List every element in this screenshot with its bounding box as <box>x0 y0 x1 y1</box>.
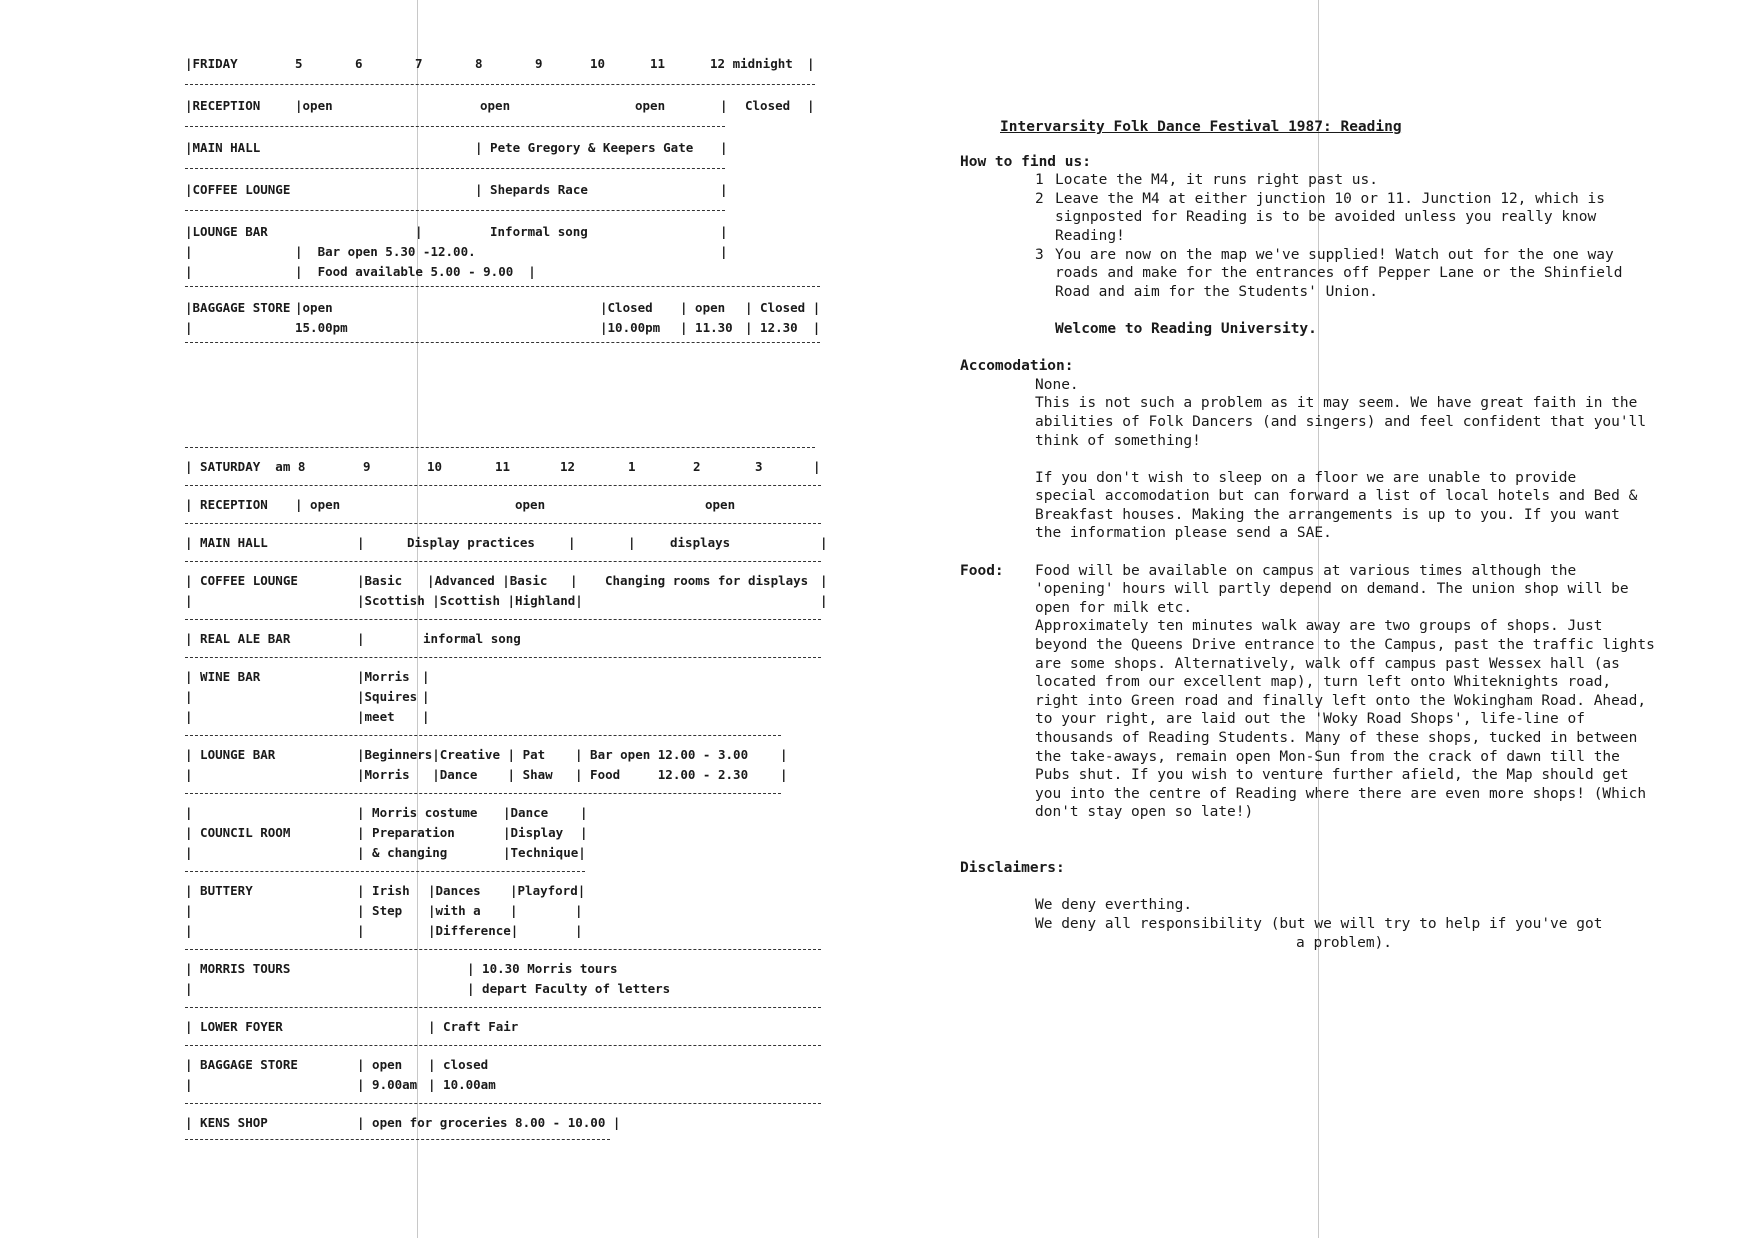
divider <box>185 447 815 449</box>
cell: | <box>720 98 728 113</box>
divider <box>185 286 820 288</box>
cell: | Bar open 5.30 -12.00. <box>295 244 476 259</box>
row-label: | <box>185 320 193 335</box>
row-label: | COUNCIL ROOM <box>185 825 291 840</box>
row-label: | KENS SHOP <box>185 1115 268 1130</box>
cell: | & changing <box>357 845 448 860</box>
hour-2: 2 <box>693 459 701 474</box>
row-label: |BAGGAGE STORE <box>185 300 291 315</box>
cell: | open for groceries 8.00 - 10.00 | <box>357 1115 621 1130</box>
item-number: 3 <box>1035 246 1044 263</box>
cell: | Closed | <box>745 300 821 315</box>
divider <box>185 342 820 344</box>
hour-10: 10 <box>590 56 606 71</box>
saturday-council-room-row-3 <box>185 843 825 863</box>
saturday-kens-shop-row <box>185 1113 825 1133</box>
cell: |meet <box>357 709 395 724</box>
divider <box>185 793 781 795</box>
cell: | Bar open 12.00 - 3.00 <box>575 747 749 762</box>
row-label: | LOUNGE BAR <box>185 747 276 762</box>
row-label: | <box>185 689 193 704</box>
saturday-lower-foyer-row <box>185 1017 825 1037</box>
cell: | <box>720 140 728 155</box>
cell: |Advanced |Basic <box>427 573 548 588</box>
food-heading: Food: <box>960 562 1004 579</box>
hour-11: 11 <box>650 56 666 71</box>
cell: | <box>780 767 788 782</box>
cell: | <box>820 573 828 588</box>
cell: open <box>480 98 511 113</box>
saturday-wine-bar-row-2 <box>185 687 825 707</box>
accomodation-para-1: This is not such a problem as it may seem. We have great faith in the abilities of Folk Dancers (and singers) and feel confident that you'll think of something! <box>1035 395 1647 449</box>
cell: |Closed <box>600 300 653 315</box>
cell: | Craft Fair <box>428 1019 519 1034</box>
saturday-council-room-row-2 <box>185 823 825 843</box>
divider <box>185 735 781 737</box>
cell: Changing rooms for displays <box>605 573 809 588</box>
divider <box>185 84 815 86</box>
cell: | Morris costume <box>357 805 478 820</box>
cell: Closed <box>745 98 791 113</box>
cell: |Dance <box>503 805 549 820</box>
row-label: | <box>185 923 193 938</box>
cell: | <box>628 535 636 550</box>
row-label: | <box>185 1077 193 1092</box>
saturday-buttery-row-3 <box>185 921 825 941</box>
saturday-real-ale-bar-row <box>185 629 825 649</box>
cell: | 11.30 <box>680 320 733 335</box>
row-label: | WINE BAR <box>185 669 261 684</box>
friday-header-row <box>185 54 815 74</box>
cell: |Basic <box>357 573 403 588</box>
row-label: |COFFEE LOUNGE <box>185 182 291 197</box>
cell: Informal song <box>490 224 588 239</box>
cell: | Preparation <box>357 825 455 840</box>
divider <box>185 949 821 951</box>
cell: | <box>510 903 518 918</box>
row-label: |MAIN HALL <box>185 140 261 155</box>
hour-5: 5 <box>295 56 303 71</box>
cell: | <box>720 244 728 259</box>
row-label: | <box>185 767 193 782</box>
row-label: | BUTTERY <box>185 883 253 898</box>
cell: | <box>820 593 828 608</box>
cell: | <box>580 805 588 820</box>
accomodation-para-2: If you don't wish to sleep on a floor we are unable to provide special accomodation but can forward a list of local hotels and Bed & Breakfast houses. Making the arrangements is up to you. If you want the information please send a SAE. <box>1035 469 1638 542</box>
hour-11: 11 <box>495 459 511 474</box>
row-end: | <box>813 459 821 474</box>
cell: | <box>357 535 365 550</box>
divider <box>185 126 725 128</box>
row-label: | <box>185 805 193 820</box>
friday-lounge-bar-row-2 <box>185 242 815 262</box>
cell: | <box>575 923 583 938</box>
cell: informal song <box>423 631 521 646</box>
cell: | Shepards Race <box>475 182 588 197</box>
item-text: Leave the M4 at either junction 10 or 11. Junction 12, which is signposted for Reading is to be avoided unless you really know Reading! <box>1055 190 1605 244</box>
cell: | depart Faculty of letters <box>467 981 671 996</box>
directions-item <box>1035 246 1635 302</box>
saturday-coffee-lounge-row <box>185 571 828 591</box>
divider <box>185 561 821 563</box>
saturday-baggage-store-row <box>185 1055 825 1075</box>
saturday-wine-bar-row-3 <box>185 707 825 727</box>
saturday-lounge-bar-row-2 <box>185 765 825 785</box>
item-number: 2 <box>1035 190 1044 207</box>
divider <box>185 1007 821 1009</box>
row-label: | LOWER FOYER <box>185 1019 283 1034</box>
cell: | 10.30 Morris tours <box>467 961 618 976</box>
cell: | <box>820 535 828 550</box>
row-label: | <box>185 903 193 918</box>
cell: | open <box>295 497 341 512</box>
saturday-morris-tours-row-2 <box>185 979 825 999</box>
hour-midnight: 12 midnight <box>710 56 793 71</box>
disclaimers-heading: Disclaimers: <box>960 860 1065 877</box>
saturday-main-hall-row <box>185 533 828 553</box>
cell: |open <box>295 98 333 113</box>
food-para-2: Approximately ten minutes walk away are two groups of shops. Just beyond the Queens Drive entrance to the Campus, past the traffic lights are some shops. Alternatively, walk off campus past Wessex hall (as located from our excellent map), turn left onto Whiteknights road, right into Green road and finally left onto the Wokingham Road. Ahead, to your right, are laid out the 'Woky Road Shops', life-line of thousands of Reading Students. Many of these shops, tucked in between the take-aways, remain open Mon-Sun from the crack of dawn till the Pubs shut. If you wish to venture further afield, the Map should get you into the centre of Reading where there are even more shops! (Which don't stay open so late!) <box>1035 618 1655 821</box>
cell: | <box>807 98 815 113</box>
cell: Display practices <box>407 535 535 550</box>
divider <box>185 210 725 212</box>
disclaimer-2: We deny all responsibility (but we will try to help if you've got <box>1035 915 1603 932</box>
saturday-lounge-bar-row <box>185 745 825 765</box>
divider <box>185 1045 821 1047</box>
saturday-morris-tours-row <box>185 959 825 979</box>
how-to-find-heading: How to find us: <box>960 153 1091 170</box>
friday-reception-row <box>185 96 815 116</box>
row-label: | <box>185 845 193 860</box>
row-label: | MORRIS TOURS <box>185 961 291 976</box>
divider <box>185 168 725 170</box>
cell: | Food available 5.00 - 9.00 | <box>295 264 536 279</box>
saturday-buttery-row-2 <box>185 901 825 921</box>
friday-lounge-bar-row <box>185 222 815 242</box>
hour-10: 10 <box>427 459 443 474</box>
cell: | 10.00am <box>428 1077 496 1092</box>
cell: | <box>570 573 578 588</box>
row-label: | <box>185 593 193 608</box>
divider <box>185 657 821 659</box>
cell: | <box>357 631 365 646</box>
cell: | 12.30 | <box>745 320 821 335</box>
row-label: | RECEPTION <box>185 497 268 512</box>
welcome-text: Welcome to Reading University. <box>1055 320 1317 337</box>
friday-baggage-store-row-2 <box>185 318 821 338</box>
saturday-reception-row <box>185 495 825 515</box>
saturday-label: | SATURDAY am 8 <box>185 459 306 474</box>
cell: | <box>720 224 728 239</box>
cell: |Beginners|Creative | Pat <box>357 747 546 762</box>
saturday-buttery-row <box>185 881 825 901</box>
hour-7: 7 <box>415 56 423 71</box>
row-label: | <box>185 981 193 996</box>
divider <box>185 619 821 621</box>
row-label: |LOUNGE BAR <box>185 224 268 239</box>
divider <box>185 871 585 873</box>
divider <box>185 485 821 487</box>
cell: | open <box>357 1057 403 1072</box>
food-para-1: Food will be available on campus at various times although the 'opening' hours will partly depend on demand. The union shop will be open for milk etc. <box>1035 562 1629 616</box>
cell: | Step <box>357 903 403 918</box>
food-section <box>960 562 1720 822</box>
cell: | <box>720 182 728 197</box>
row-end: | <box>807 56 815 71</box>
divider <box>185 1103 821 1105</box>
row-label: | <box>185 264 193 279</box>
cell: | Irish <box>357 883 410 898</box>
cell: | <box>575 903 583 918</box>
cell: displays <box>670 535 731 550</box>
cell: | <box>580 825 588 840</box>
item-number: 1 <box>1035 172 1044 189</box>
saturday-wine-bar-row <box>185 667 825 687</box>
row-label: |RECEPTION <box>185 98 261 113</box>
cell: |Playford| <box>510 883 586 898</box>
directions-item <box>1035 171 1720 190</box>
friday-lounge-bar-row-3 <box>185 262 815 282</box>
cell: | <box>422 709 430 724</box>
saturday-council-room-row <box>185 803 825 823</box>
cell: |Dances <box>428 883 481 898</box>
row-label: | REAL ALE BAR <box>185 631 291 646</box>
cell: |with a <box>428 903 481 918</box>
cell: |Technique| <box>503 845 586 860</box>
cell: | Pete Gregory & Keepers Gate <box>475 140 694 155</box>
info-page <box>872 0 1744 1238</box>
cell: |Morris <box>357 669 410 684</box>
cell: | open <box>680 300 726 315</box>
friday-label: |FRIDAY <box>185 56 238 71</box>
friday-main-hall-row <box>185 138 815 158</box>
cell: open <box>635 98 666 113</box>
cell: |10.00pm <box>600 320 661 335</box>
saturday-header-row <box>185 457 825 477</box>
saturday-schedule <box>185 447 828 1147</box>
festival-info <box>960 118 1720 952</box>
row-label: | BAGGAGE STORE <box>185 1057 298 1072</box>
item-text: You are now on the map we've supplied! Watch out for the one way roads and make for the entrances off Pepper Lane or the Shinfield Road and aim for the Students' Union. <box>1055 246 1623 300</box>
cell: open <box>705 497 736 512</box>
disclaimer-3: a problem). <box>1296 934 1393 951</box>
disclaimer-1: We deny everthing. <box>1035 897 1193 914</box>
cell: |Display <box>503 825 564 840</box>
cell: | <box>568 535 576 550</box>
hour-6: 6 <box>355 56 363 71</box>
cell: open <box>515 497 546 512</box>
friday-schedule <box>185 54 821 354</box>
page-title: Intervarsity Folk Dance Festival 1987: Reading <box>1000 119 1402 135</box>
cell: | Food 12.00 - 2.30 <box>575 767 749 782</box>
cell: |Scottish |Scottish |Highland| <box>357 593 583 608</box>
saturday-coffee-lounge-row-2 <box>185 591 828 611</box>
hour-12: 12 <box>560 459 576 474</box>
row-label: | <box>185 244 193 259</box>
divider <box>185 1139 610 1141</box>
cell: |Squires <box>357 689 418 704</box>
cell: | <box>780 747 788 762</box>
row-label: | COFFEE LOUNGE <box>185 573 298 588</box>
friday-coffee-lounge-row <box>185 180 815 200</box>
cell: | <box>422 689 430 704</box>
hour-1: 1 <box>628 459 636 474</box>
friday-baggage-store-row <box>185 298 821 318</box>
divider <box>185 523 821 525</box>
hour-9: 9 <box>535 56 543 71</box>
cell: | closed <box>428 1057 489 1072</box>
hour-9: 9 <box>363 459 371 474</box>
cell: | 9.00am <box>357 1077 418 1092</box>
item-text: Locate the M4, it runs right past us. <box>1055 172 1379 189</box>
accomodation-none: None. <box>1035 376 1079 393</box>
cell: 15.00pm <box>295 320 348 335</box>
cell: |Morris |Dance | Shaw <box>357 767 553 782</box>
cell: | <box>357 923 365 938</box>
directions-item <box>1035 190 1620 246</box>
cell: | <box>415 224 423 239</box>
cell: | <box>422 669 430 684</box>
saturday-baggage-store-row-2 <box>185 1075 825 1095</box>
cell: |Difference| <box>428 923 519 938</box>
hour-3: 3 <box>755 459 763 474</box>
cell: |open <box>295 300 333 315</box>
accomodation-heading: Accomodation: <box>960 358 1074 375</box>
row-label: | <box>185 709 193 724</box>
row-label: | MAIN HALL <box>185 535 268 550</box>
hour-8: 8 <box>475 56 483 71</box>
